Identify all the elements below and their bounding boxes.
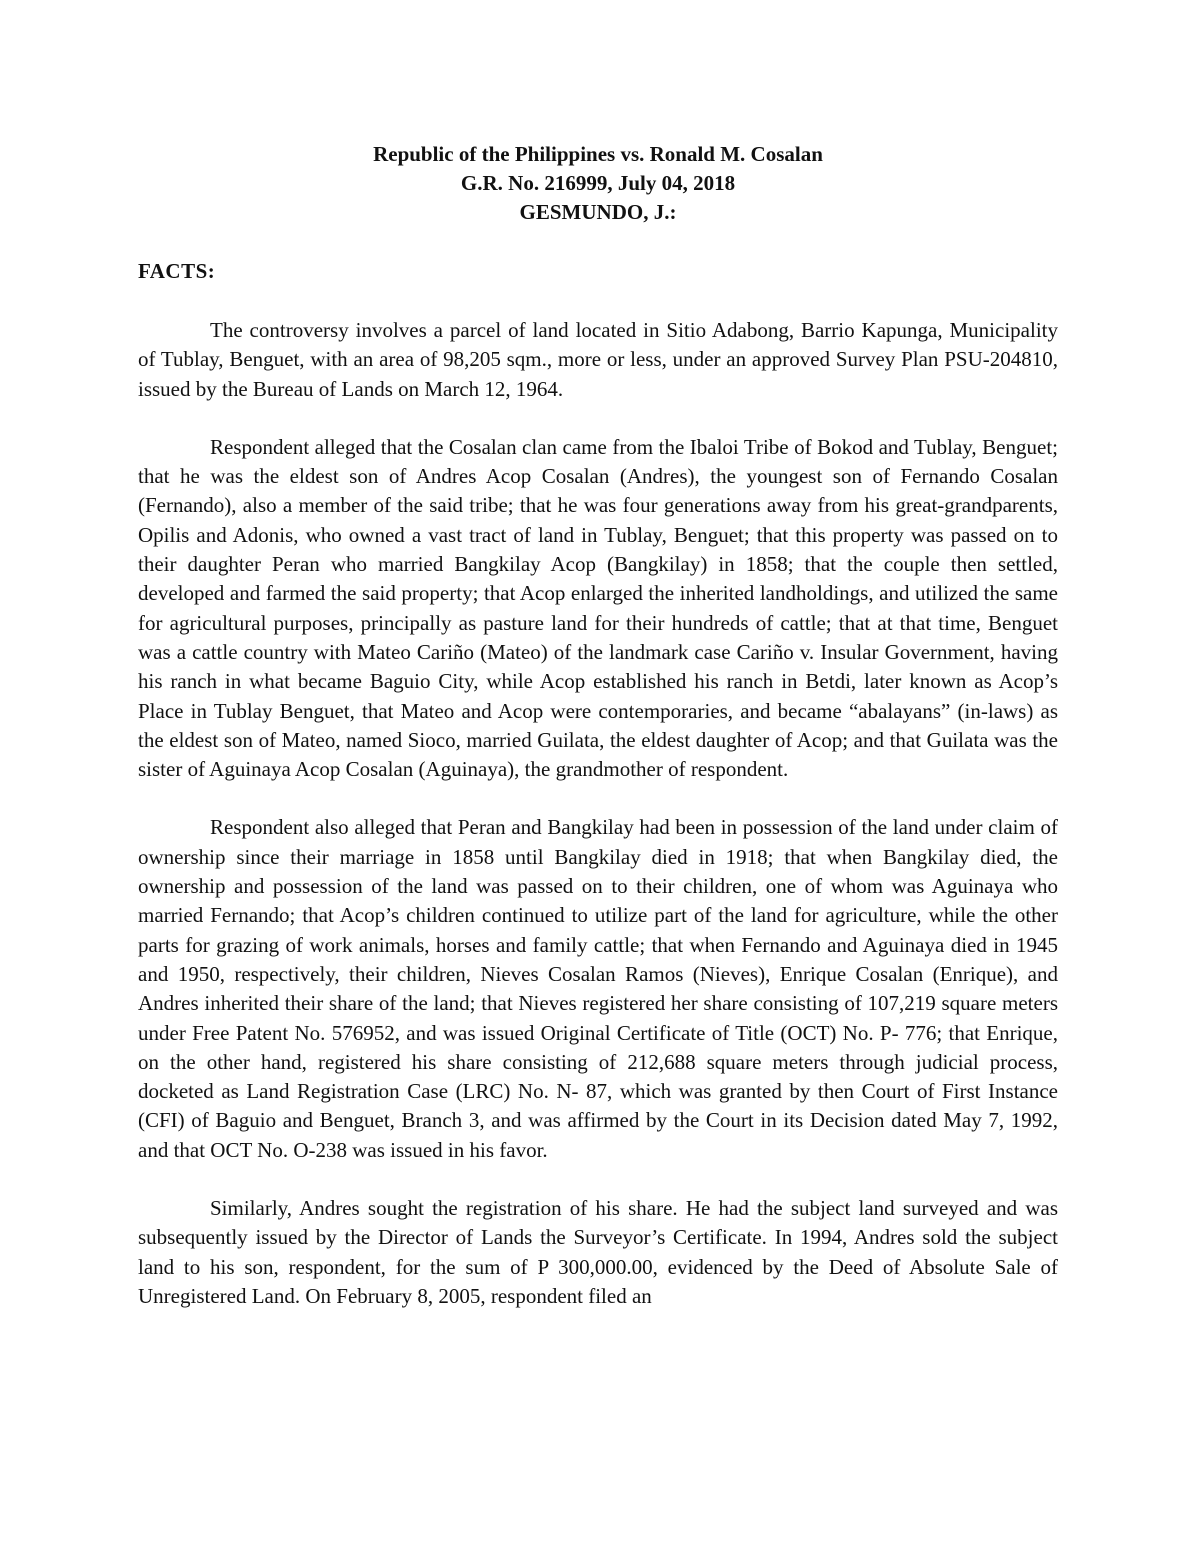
facts-paragraph-2: Respondent alleged that the Cosalan clan came from the Ibaloi Tribe of Bokod and Tublay, Benguet; that he was the eldest son of Andres Acop Cosalan (Andres), the youngest son of Fernando Cosalan (Fernando), also a member of the said tribe; that he was four generations away from his great-grandparents, Opilis and Adonis, who owned a vast tract of land in Tublay, Benguet; that this property was passed on to their daughter Peran who married Bangkilay Acop (Bangkilay) in 1858; that the couple then settled, developed and farmed the said property; that Acop enlarged the inherited landholdings, and utilized the same for agricultural purposes, principally as pasture land for their hundreds of cattle; that at that time, Benguet was a cattle country with Mateo Cariño (Mateo) of the landmark case Cariño v. Insular Government, having his ranch in what became Baguio City, while Acop established his ranch in Betdi, later known as Acop’s Place in Tublay Benguet, that Mateo and Acop were contemporaries, and became “abalayans” (in-laws) as the eldest son of Mateo, named Sioco, married Guilata, the eldest daughter of Acop; and that Guilata was the sister of Aguinaya Acop Cosalan (Aguinaya), the grandmother of respondent. [138,434,1058,782]
case-number-date: G.R. No. 216999, July 04, 2018 [460,171,736,195]
ponente: GESMUNDO, J.: [519,200,677,224]
facts-paragraph-4: Similarly, Andres sought the registration of his share. He had the subject land surveyed and was subsequently issued by the Director of Lands the Surveyor’s Certificate. In 1994, Andres sold the subject land to his son, respondent, for the sum of P 300,000.00, evidenced by the Deed of Absolute Sale of Unregistered Land. On February 8, 2005, respondent filed an [138,1196,1058,1308]
document-page [138,140,1058,1311]
facts-paragraph-1: The controversy involves a parcel of land located in Sitio Adabong, Barrio Kapunga, Municipality of Tublay, Benguet, with an area of 98,205 sqm., more or less, under an approved Survey Plan PSU-204810, issued by the Bureau of Lands on March 12, 1964. [138,318,1058,401]
case-title: Republic of the Philippines vs. Ronald M. Cosalan [373,142,823,166]
facts-paragraph-3: Respondent also alleged that Peran and Bangkilay had been in possession of the land under claim of ownership since their marriage in 1858 until Bangkilay died in 1918; that when Bangkilay died, the ownership and possession of the land was passed on to their children, one of whom was Aguinaya who married Fernando; that Acop’s children continued to utilize part of the land for agriculture, while the other parts for grazing of work animals, horses and family cattle; that when Fernando and Aguinaya died in 1945 and 1950, respectively, their children, Nieves Cosalan Ramos (Nieves), Enrique Cosalan (Enrique), and Andres inherited their share of the land; that Nieves registered her share consisting of 107,219 square meters under Free Patent No. 576952, and was issued Original Certificate of Title (OCT) No. P- 776; that Enrique, on the other hand, registered his share consisting of 212,688 square meters through judicial process, docketed as Land Registration Case (LRC) No. N- 87, which was granted by then Court of First Instance (CFI) of Baguio and Benguet, Branch 3, and was affirmed by the Court in its Decision dated May 7, 1992, and that OCT No. O-238 was issued in his favor. [138,815,1058,1162]
facts-body [138,316,1058,1311]
case-header [138,140,1058,227]
facts-heading: FACTS: [138,259,216,283]
